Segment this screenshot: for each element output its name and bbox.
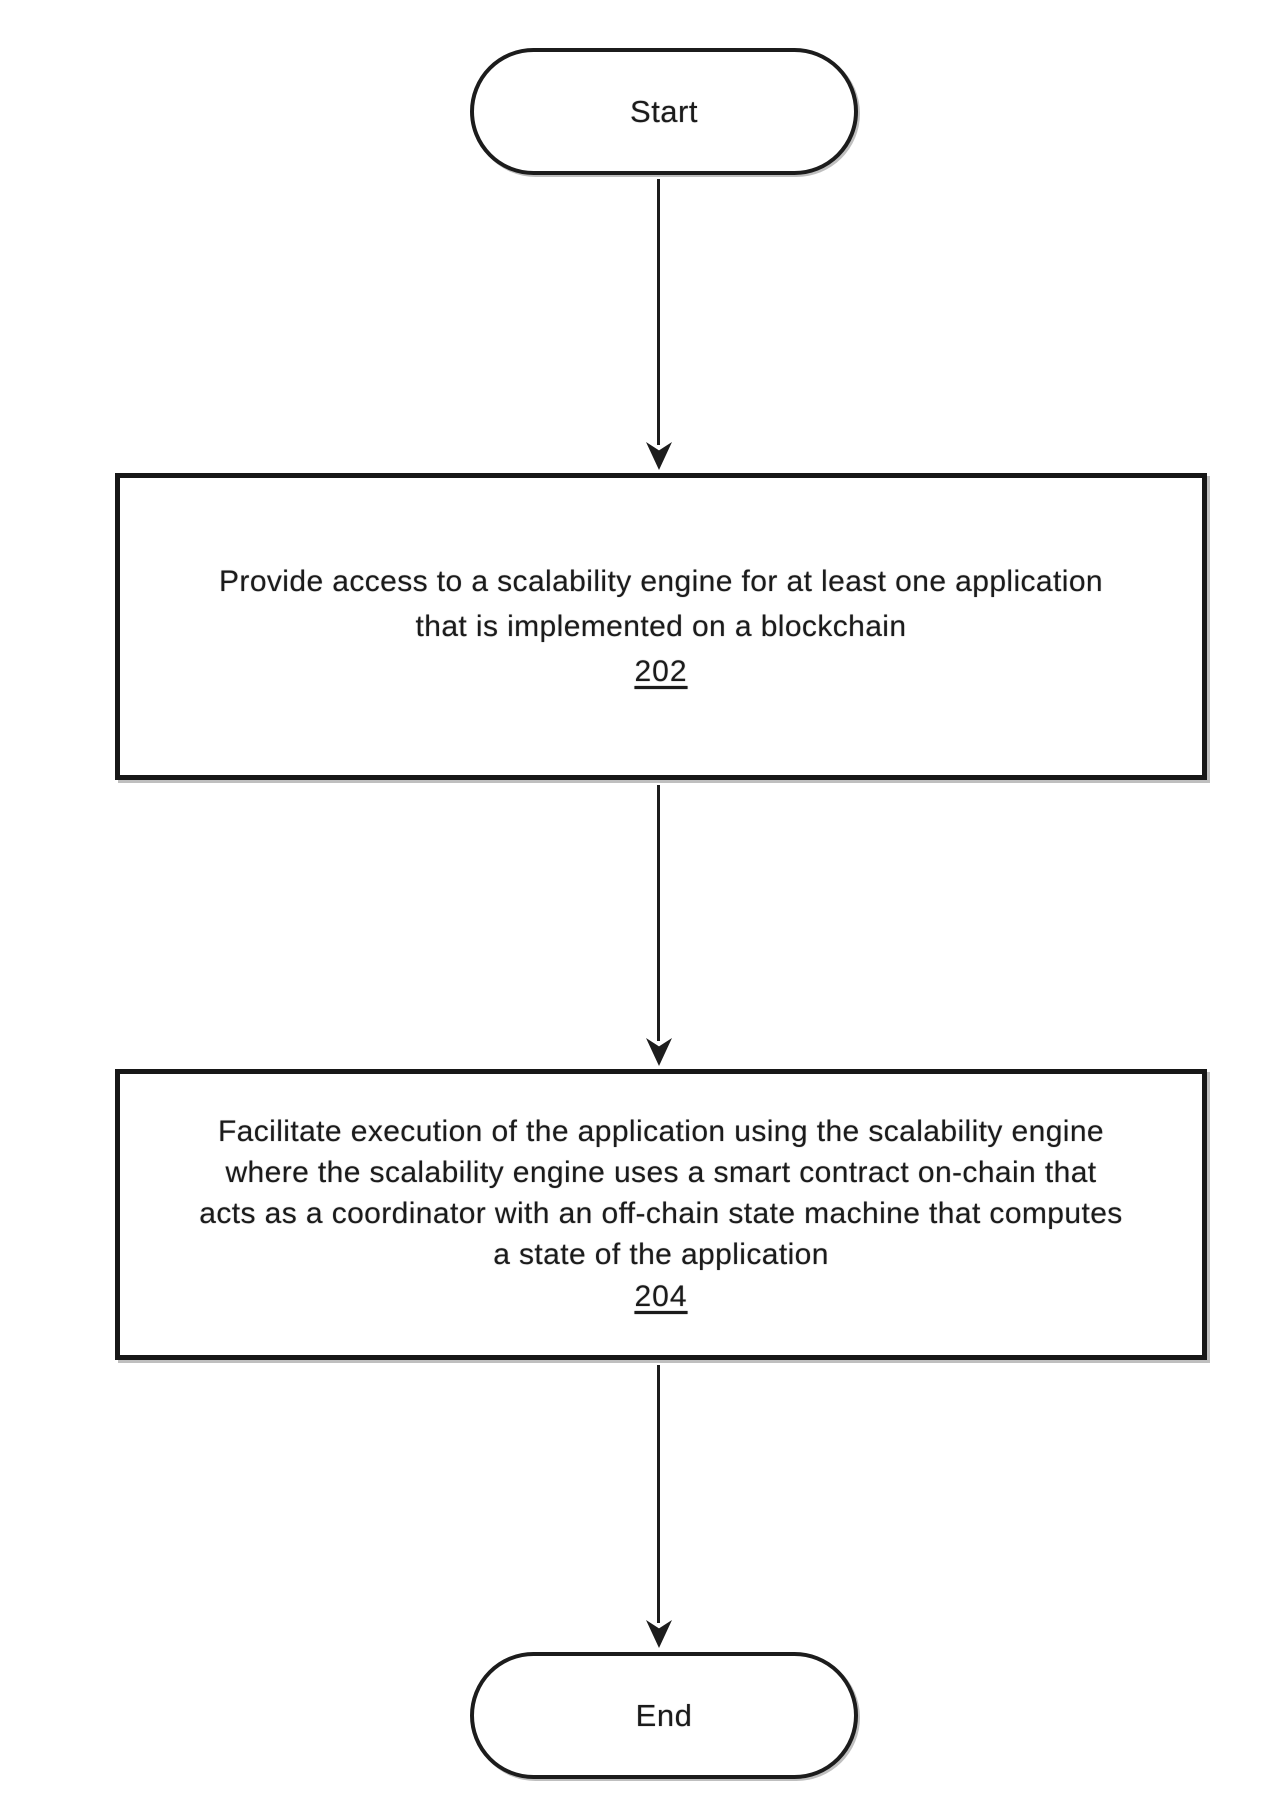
start-label: Start xyxy=(630,93,698,129)
step-204-line-4: a state of the application xyxy=(493,1238,829,1271)
step-202-line-1: Provide access to a scalability engine for at least one application xyxy=(219,565,1103,598)
end-label: End xyxy=(635,1697,693,1733)
process-box-202 xyxy=(115,473,1207,780)
connector-line-204-to-end xyxy=(657,1365,660,1623)
arrowhead-icon xyxy=(646,1038,672,1066)
end-node xyxy=(470,1652,858,1779)
process-box-204 xyxy=(115,1069,1207,1360)
step-204-reference-numeral: 204 xyxy=(634,1280,688,1313)
step-202-reference-numeral: 202 xyxy=(634,655,688,688)
step-204-line-1: Facilitate execution of the application using the scalability engine xyxy=(217,1115,1105,1148)
step-202-line-2: that is implemented on a blockchain xyxy=(415,610,907,643)
arrowhead-icon xyxy=(646,442,672,470)
connector-line-start-to-202 xyxy=(657,179,660,445)
arrowhead-icon xyxy=(646,1620,672,1648)
step-204-line-2: where the scalability engine uses a smart contract on-chain that xyxy=(225,1156,1097,1189)
connector-line-202-to-204 xyxy=(657,785,660,1041)
step-204-line-3: acts as a coordinator with an off-chain state machine that computes xyxy=(199,1197,1123,1230)
start-node xyxy=(470,48,858,175)
